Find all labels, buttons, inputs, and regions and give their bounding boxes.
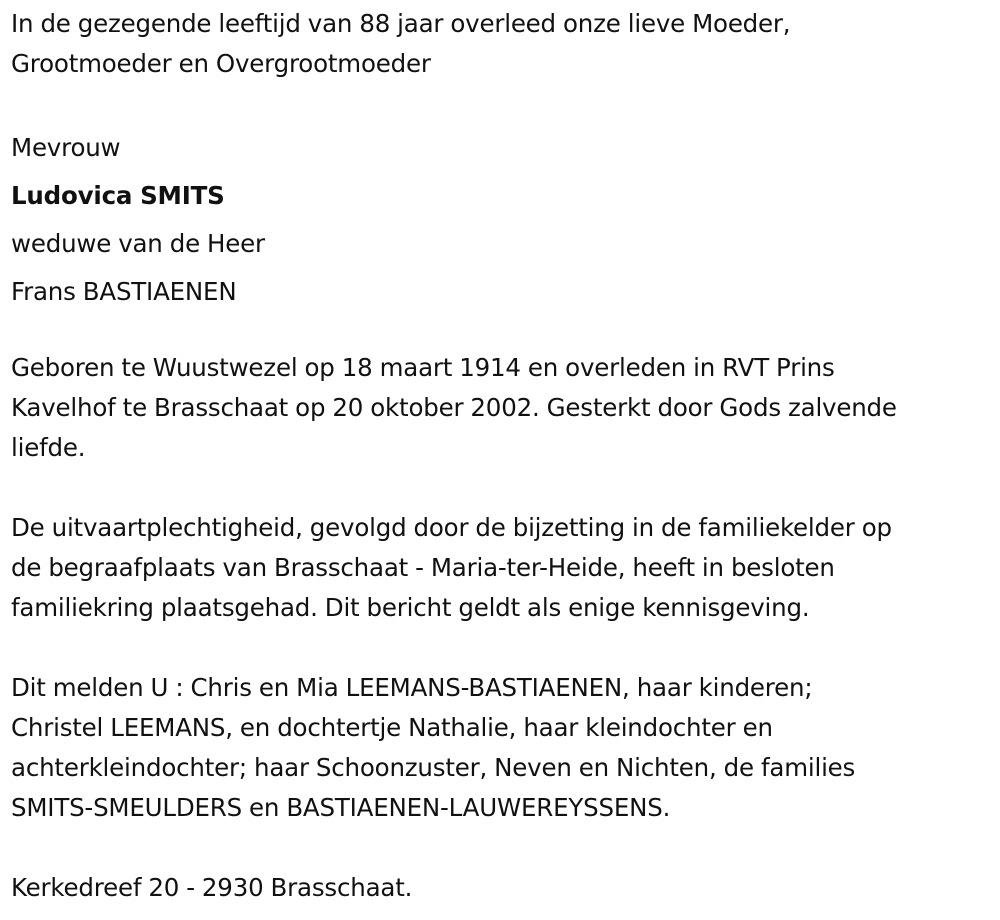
obituary-notice [11,4,995,908]
family-paragraph [11,668,995,828]
deceased-relation: weduwe van de Heer [11,229,265,258]
birth-death-paragraph [11,348,995,468]
deceased-name: Ludovica SMITS [11,181,225,210]
ceremony-line-1: De uitvaartplechtigheid, gevolgd door de bijzetting in de familiekelder op [11,513,892,542]
family-line-1: Dit melden U : Chris en Mia LEEMANS-BASTIAENEN, haar kinderen; [11,673,813,702]
ceremony-paragraph [11,508,995,628]
deceased-block [11,124,995,316]
family-line-3: achterkleindochter; haar Schoonzuster, Neven en Nichten, de families [11,753,856,782]
ceremony-line-3: familiekring plaatsgehad. Dit bericht geldt als enige kennisgeving. [11,593,810,622]
family-line-4: SMITS-SMEULDERS en BASTIAENEN-LAUWEREYSSENS. [11,793,671,822]
birth-death-line-2: Kavelhof te Brasschaat op 20 oktober 2002. Gesterkt door Gods zalvende [11,393,897,422]
address-line: Kerkedreef 20 - 2930 Brasschaat. [11,873,413,902]
intro-line-2: Grootmoeder en Overgrootmoeder [11,49,431,78]
deceased-spouse: Frans BASTIAENEN [11,277,237,306]
birth-death-line-1: Geboren te Wuustwezel op 18 maart 1914 en overleden in RVT Prins [11,353,835,382]
address-paragraph [11,868,995,908]
intro-line-1: In de gezegende leeftijd van 88 jaar overleed onze lieve Moeder, [11,9,791,38]
deceased-title: Mevrouw [11,133,121,162]
ceremony-line-2: de begraafplaats van Brasschaat - Maria-ter-Heide, heeft in besloten [11,553,835,582]
birth-death-line-3: liefde. [11,433,86,462]
intro-paragraph [11,4,995,84]
family-line-2: Christel LEEMANS, en dochtertje Nathalie, haar kleindochter en [11,713,773,742]
